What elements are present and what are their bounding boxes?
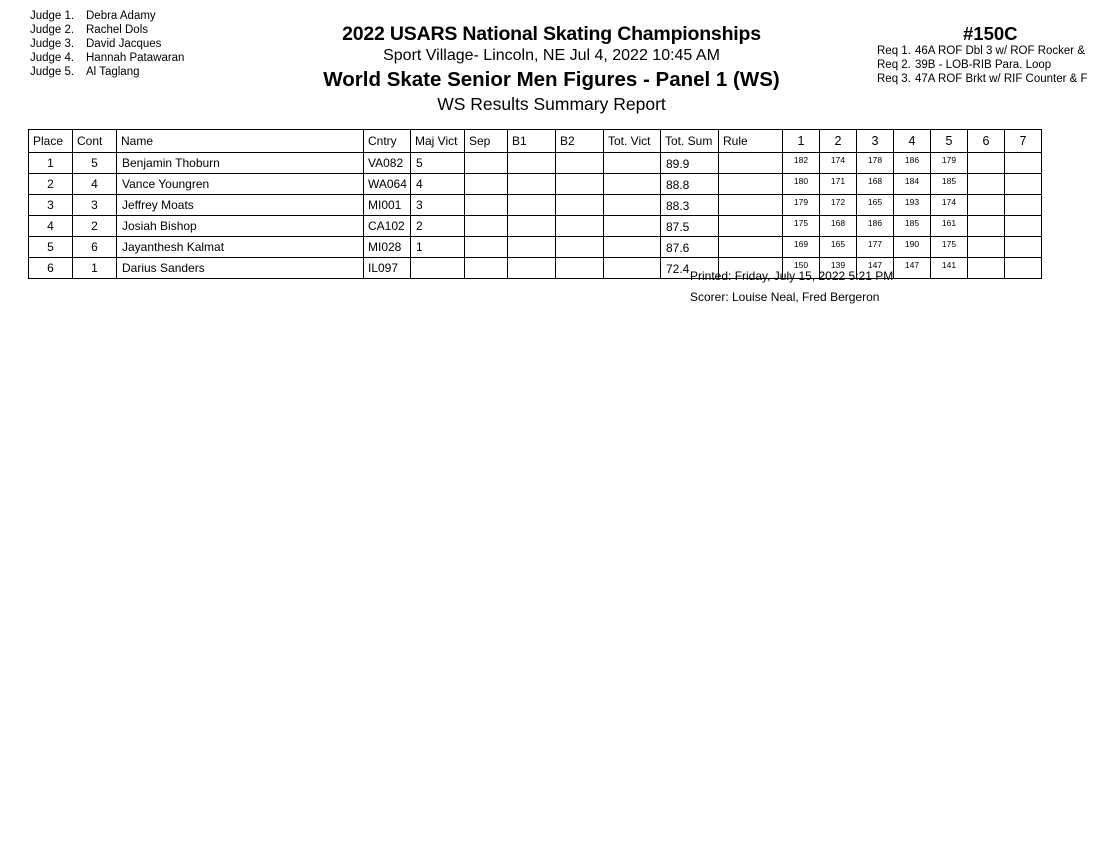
cell-tot-sum: 87.6 (661, 237, 719, 258)
cell-cntry: MI028 (364, 237, 411, 258)
cell-b2 (556, 258, 604, 279)
col-header-tot-sum: Tot. Sum (661, 130, 719, 153)
judge-row (30, 65, 184, 79)
cell-maj-vict: 4 (411, 174, 465, 195)
table-row (29, 195, 1042, 216)
cell-name: Benjamin Thoburn (117, 153, 364, 174)
cell-judge-1-score: 179 (783, 195, 820, 216)
col-header-judge-2: 2 (820, 130, 857, 153)
cell-judge-5-score: 141 (931, 258, 968, 279)
cell-judge-5-score: 175 (931, 237, 968, 258)
cell-judge-2-score: 139 (820, 258, 857, 279)
requirement-row (877, 58, 1100, 72)
table-row (29, 174, 1042, 195)
cell-judge-2-score: 174 (820, 153, 857, 174)
cell-judge-7-score (1005, 258, 1042, 279)
requirement-label: Req 1. (877, 45, 911, 57)
judge-row (30, 51, 184, 65)
cell-tot-sum: 88.3 (661, 195, 719, 216)
cell-place: 1 (29, 153, 73, 174)
cell-cntry: IL097 (364, 258, 411, 279)
cell-rule (719, 153, 783, 174)
cell-cntry: VA082 (364, 153, 411, 174)
cell-rule (719, 195, 783, 216)
cell-maj-vict: 5 (411, 153, 465, 174)
cell-tot-vict (604, 258, 661, 279)
cell-sep (465, 153, 508, 174)
cell-b1 (508, 237, 556, 258)
cell-b2 (556, 216, 604, 237)
cell-name: Josiah Bishop (117, 216, 364, 237)
judge-row (30, 9, 184, 23)
cell-judge-5-score: 185 (931, 174, 968, 195)
cell-place: 5 (29, 237, 73, 258)
cell-place: 6 (29, 258, 73, 279)
col-header-place: Place (29, 130, 73, 153)
cell-cntry: CA102 (364, 216, 411, 237)
venue-datetime: Sport Village- Lincoln, NE Jul 4, 2022 10:45 AM (383, 47, 720, 64)
cell-sep (465, 216, 508, 237)
col-header-cont: Cont (73, 130, 117, 153)
cell-judge-2-score: 171 (820, 174, 857, 195)
table-row (29, 237, 1042, 258)
cell-b2 (556, 153, 604, 174)
cell-tot-sum: 88.8 (661, 174, 719, 195)
scorer-names: Scorer: Louise Neal, Fred Bergeron (690, 290, 880, 304)
cell-tot-vict (604, 153, 661, 174)
judge-label: Judge 1. (30, 10, 75, 22)
judge-label: Judge 2. (30, 24, 75, 36)
cell-judge-7-score (1005, 174, 1042, 195)
judge-name: David Jacques (86, 38, 162, 50)
cell-b1 (508, 195, 556, 216)
results-table (28, 129, 1042, 279)
col-header-judge-6: 6 (968, 130, 1005, 153)
cell-judge-3-score: 178 (857, 153, 894, 174)
cell-tot-vict (604, 237, 661, 258)
col-header-sep: Sep (465, 130, 508, 153)
cell-judge-7-score (1005, 153, 1042, 174)
col-header-rule: Rule (719, 130, 783, 153)
cell-cont: 6 (73, 237, 117, 258)
cell-judge-7-score (1005, 237, 1042, 258)
cell-maj-vict: 1 (411, 237, 465, 258)
cell-judge-2-score: 165 (820, 237, 857, 258)
cell-b1 (508, 258, 556, 279)
cell-judge-1-score: 182 (783, 153, 820, 174)
requirement-text: 39B - LOB-RIB Para. Loop (915, 59, 1052, 71)
col-header-cntry: Cntry (364, 130, 411, 153)
cell-sep (465, 237, 508, 258)
report-heading (300, 22, 803, 115)
championship-title: 2022 USARS National Skating Championships (342, 23, 761, 45)
cell-place: 4 (29, 216, 73, 237)
judges-list (30, 9, 184, 79)
cell-judge-5-score: 174 (931, 195, 968, 216)
cell-cont: 1 (73, 258, 117, 279)
cell-maj-vict: 2 (411, 216, 465, 237)
cell-judge-1-score: 150 (783, 258, 820, 279)
cell-name: Vance Youngren (117, 174, 364, 195)
col-header-b1: B1 (508, 130, 556, 153)
cell-judge-5-score: 179 (931, 153, 968, 174)
col-header-b2: B2 (556, 130, 604, 153)
col-header-name: Name (117, 130, 364, 153)
col-header-judge-1: 1 (783, 130, 820, 153)
cell-judge-6-score (968, 258, 1005, 279)
cell-judge-3-score: 168 (857, 174, 894, 195)
cell-tot-sum: 87.5 (661, 216, 719, 237)
judge-name: Al Taglang (86, 66, 140, 78)
col-header-maj-vict: Maj Vict (411, 130, 465, 153)
cell-b2 (556, 195, 604, 216)
judge-row (30, 37, 184, 51)
requirement-text: 46A ROF Dbl 3 w/ ROF Rocker & (915, 45, 1085, 57)
cell-judge-6-score (968, 237, 1005, 258)
cell-tot-vict (604, 216, 661, 237)
cell-rule (719, 237, 783, 258)
cell-judge-4-score: 186 (894, 153, 931, 174)
cell-cont: 2 (73, 216, 117, 237)
col-header-judge-3: 3 (857, 130, 894, 153)
cell-cntry: WA064 (364, 174, 411, 195)
table-row (29, 153, 1042, 174)
report-title: WS Results Summary Report (437, 94, 666, 114)
judge-name: Hannah Patawaran (86, 52, 185, 64)
judge-label: Judge 5. (30, 66, 75, 78)
cell-judge-7-score (1005, 216, 1042, 237)
cell-name: Darius Sanders (117, 258, 364, 279)
event-title: World Skate Senior Men Figures - Panel 1 (WS) (323, 68, 780, 91)
cell-judge-1-score: 175 (783, 216, 820, 237)
cell-cont: 5 (73, 153, 117, 174)
cell-sep (465, 174, 508, 195)
printed-timestamp: Printed: Friday, July 15, 2022 5:21 PM (690, 269, 894, 283)
cell-judge-4-score: 184 (894, 174, 931, 195)
cell-place: 2 (29, 174, 73, 195)
cell-tot-sum: 72.4 (661, 258, 719, 279)
cell-maj-vict: 3 (411, 195, 465, 216)
cell-judge-3-score: 177 (857, 237, 894, 258)
cell-b1 (508, 153, 556, 174)
cell-judge-6-score (968, 153, 1005, 174)
judge-label: Judge 4. (30, 52, 75, 64)
cell-judge-4-score: 147 (894, 258, 931, 279)
cell-tot-vict (604, 195, 661, 216)
col-header-tot-vict: Tot. Vict (604, 130, 661, 153)
judge-label: Judge 3. (30, 38, 75, 50)
judge-name: Rachel Dols (86, 24, 148, 36)
cell-maj-vict (411, 258, 465, 279)
cell-judge-4-score: 185 (894, 216, 931, 237)
col-header-judge-5: 5 (931, 130, 968, 153)
requirement-label: Req 2. (877, 59, 911, 71)
requirement-row (877, 72, 1100, 86)
requirements-list (877, 44, 1100, 86)
cell-judge-2-score: 168 (820, 216, 857, 237)
cell-tot-vict (604, 174, 661, 195)
cell-cont: 4 (73, 174, 117, 195)
cell-judge-6-score (968, 195, 1005, 216)
cell-judge-3-score: 147 (857, 258, 894, 279)
requirement-row (877, 44, 1100, 58)
judge-row (30, 23, 184, 37)
cell-judge-3-score: 165 (857, 195, 894, 216)
cell-b1 (508, 216, 556, 237)
cell-cntry: MI001 (364, 195, 411, 216)
table-header-row (29, 130, 1042, 153)
cell-b1 (508, 174, 556, 195)
cell-judge-1-score: 180 (783, 174, 820, 195)
cell-judge-6-score (968, 216, 1005, 237)
cell-b2 (556, 237, 604, 258)
requirement-label: Req 3. (877, 73, 911, 85)
col-header-judge-7: 7 (1005, 130, 1042, 153)
cell-name: Jayanthesh Kalmat (117, 237, 364, 258)
cell-judge-1-score: 169 (783, 237, 820, 258)
cell-judge-7-score (1005, 195, 1042, 216)
cell-judge-4-score: 193 (894, 195, 931, 216)
judge-name: Debra Adamy (86, 10, 156, 22)
cell-judge-2-score: 172 (820, 195, 857, 216)
col-header-judge-4: 4 (894, 130, 931, 153)
event-number: #150C (963, 23, 1018, 44)
cell-sep (465, 258, 508, 279)
cell-rule (719, 174, 783, 195)
cell-cont: 3 (73, 195, 117, 216)
results-body (29, 153, 1042, 279)
cell-judge-5-score: 161 (931, 216, 968, 237)
cell-judge-6-score (968, 174, 1005, 195)
cell-b2 (556, 174, 604, 195)
cell-sep (465, 195, 508, 216)
cell-name: Jeffrey Moats (117, 195, 364, 216)
cell-judge-3-score: 186 (857, 216, 894, 237)
cell-rule (719, 216, 783, 237)
cell-place: 3 (29, 195, 73, 216)
cell-tot-sum: 89.9 (661, 153, 719, 174)
table-row (29, 216, 1042, 237)
cell-judge-4-score: 190 (894, 237, 931, 258)
requirement-text: 47A ROF Brkt w/ RIF Counter & F (915, 73, 1088, 85)
